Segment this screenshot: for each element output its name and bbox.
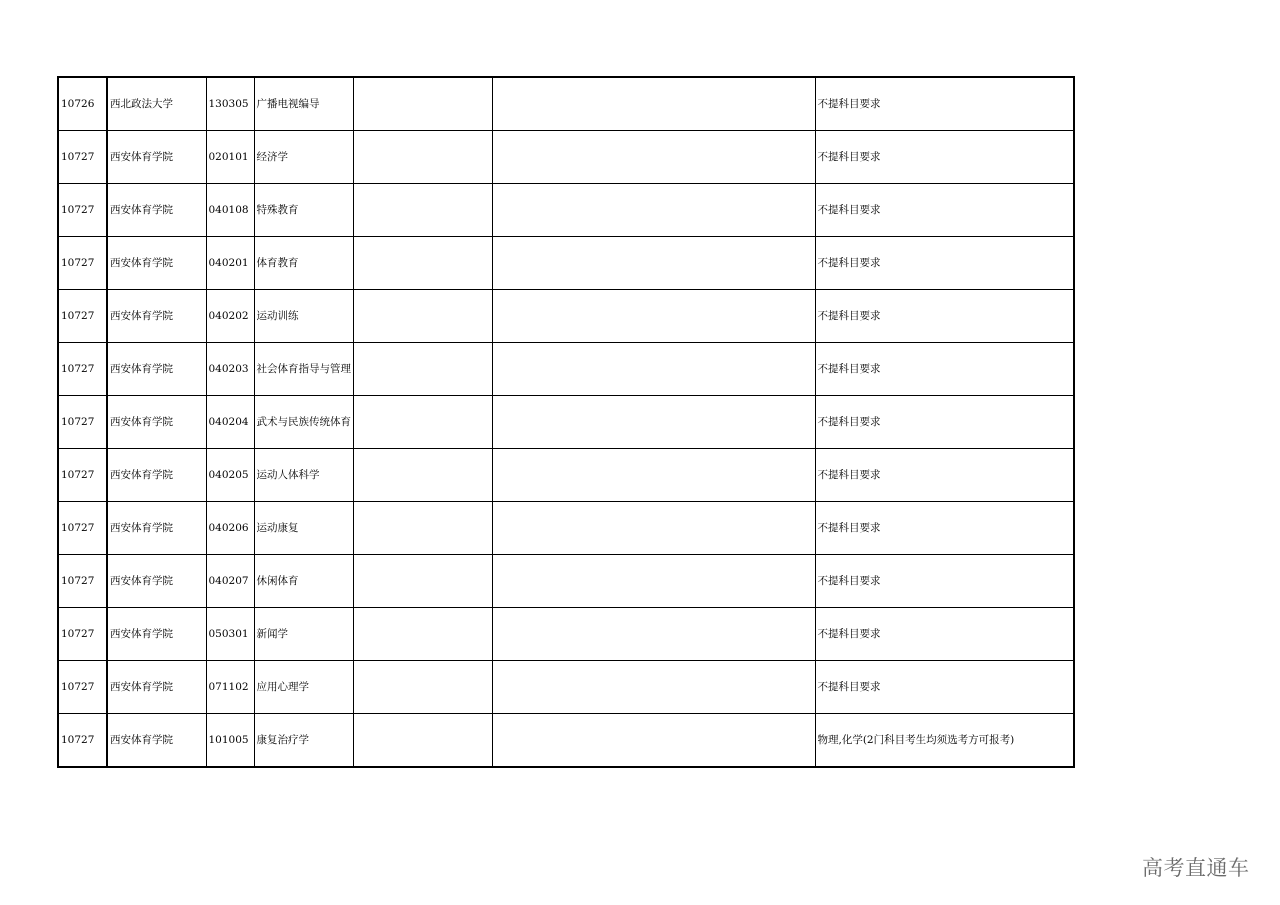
major-name-cell: 体育教育: [254, 237, 353, 290]
major-name-cell: 特殊教育: [254, 184, 353, 237]
table-row: [58, 661, 1074, 714]
school-name-cell: 西安体育学院: [107, 290, 206, 343]
major-name-cell: 运动人体科学: [254, 449, 353, 502]
school-name-cell: 西安体育学院: [107, 449, 206, 502]
school-code-cell: 10727: [58, 661, 107, 714]
school-code-cell: 10727: [58, 290, 107, 343]
school-name-cell: 西安体育学院: [107, 661, 206, 714]
empty-cell: [492, 131, 815, 184]
empty-cell: [492, 502, 815, 555]
school-name-cell: 西安体育学院: [107, 184, 206, 237]
table-body: [58, 77, 1074, 767]
school-code-cell: 10727: [58, 131, 107, 184]
subject-requirement-cell: 不提科目要求: [815, 131, 1074, 184]
major-name-cell: 休闲体育: [254, 555, 353, 608]
major-code-cell: 040205: [206, 449, 254, 502]
empty-cell: [492, 449, 815, 502]
empty-cell: [353, 184, 492, 237]
table-row: [58, 237, 1074, 290]
school-code-cell: 10727: [58, 502, 107, 555]
school-code-cell: 10727: [58, 608, 107, 661]
empty-cell: [353, 608, 492, 661]
subject-requirement-cell: 不提科目要求: [815, 290, 1074, 343]
empty-cell: [353, 555, 492, 608]
subject-requirement-cell: 不提科目要求: [815, 343, 1074, 396]
school-name-cell: 西安体育学院: [107, 396, 206, 449]
empty-cell: [353, 290, 492, 343]
subject-requirement-cell: 不提科目要求: [815, 184, 1074, 237]
empty-cell: [492, 661, 815, 714]
school-code-cell: 10727: [58, 714, 107, 768]
empty-cell: [353, 343, 492, 396]
school-name-cell: 西安体育学院: [107, 555, 206, 608]
subject-requirement-cell: 不提科目要求: [815, 449, 1074, 502]
major-code-cell: 050301: [206, 608, 254, 661]
major-name-cell: 广播电视编导: [254, 77, 353, 131]
major-code-cell: 130305: [206, 77, 254, 131]
major-code-cell: 101005: [206, 714, 254, 768]
major-name-cell: 运动康复: [254, 502, 353, 555]
empty-cell: [492, 555, 815, 608]
subject-requirement-cell: 不提科目要求: [815, 237, 1074, 290]
subject-requirement-cell: 不提科目要求: [815, 555, 1074, 608]
empty-cell: [353, 502, 492, 555]
table-row: [58, 449, 1074, 502]
empty-cell: [492, 608, 815, 661]
empty-cell: [492, 714, 815, 768]
school-code-cell: 10727: [58, 343, 107, 396]
table-row: [58, 555, 1074, 608]
table-row: [58, 608, 1074, 661]
table-row: [58, 77, 1074, 131]
major-name-cell: 应用心理学: [254, 661, 353, 714]
empty-cell: [353, 661, 492, 714]
empty-cell: [353, 131, 492, 184]
major-name-cell: 社会体育指导与管理: [254, 343, 353, 396]
table-row: [58, 131, 1074, 184]
school-code-cell: 10727: [58, 237, 107, 290]
subject-requirements-table: [57, 76, 1075, 768]
empty-cell: [353, 449, 492, 502]
subject-requirement-cell: 不提科目要求: [815, 661, 1074, 714]
empty-cell: [492, 343, 815, 396]
school-name-cell: 西安体育学院: [107, 714, 206, 768]
watermark-text: 高考直通车: [1142, 856, 1250, 880]
school-name-cell: 西安体育学院: [107, 131, 206, 184]
major-name-cell: 新闻学: [254, 608, 353, 661]
major-code-cell: 040108: [206, 184, 254, 237]
major-code-cell: 071102: [206, 661, 254, 714]
empty-cell: [492, 290, 815, 343]
school-code-cell: 10727: [58, 449, 107, 502]
empty-cell: [492, 396, 815, 449]
school-name-cell: 西安体育学院: [107, 343, 206, 396]
major-name-cell: 运动训练: [254, 290, 353, 343]
table-row: [58, 290, 1074, 343]
school-name-cell: 西北政法大学: [107, 77, 206, 131]
empty-cell: [353, 396, 492, 449]
table-row: [58, 502, 1074, 555]
school-code-cell: 10726: [58, 77, 107, 131]
empty-cell: [353, 77, 492, 131]
table-row: [58, 184, 1074, 237]
subject-requirement-cell: 物理,化学(2门科目考生均须选考方可报考): [815, 714, 1074, 768]
major-name-cell: 经济学: [254, 131, 353, 184]
major-code-cell: 040203: [206, 343, 254, 396]
subject-requirement-cell: 不提科目要求: [815, 396, 1074, 449]
school-name-cell: 西安体育学院: [107, 502, 206, 555]
empty-cell: [353, 714, 492, 768]
major-code-cell: 040207: [206, 555, 254, 608]
school-code-cell: 10727: [58, 555, 107, 608]
table-row: [58, 396, 1074, 449]
school-code-cell: 10727: [58, 184, 107, 237]
empty-cell: [492, 237, 815, 290]
major-code-cell: 040201: [206, 237, 254, 290]
school-name-cell: 西安体育学院: [107, 237, 206, 290]
empty-cell: [492, 184, 815, 237]
table-row: [58, 343, 1074, 396]
major-code-cell: 040204: [206, 396, 254, 449]
school-code-cell: 10727: [58, 396, 107, 449]
subject-requirement-cell: 不提科目要求: [815, 502, 1074, 555]
subject-requirement-cell: 不提科目要求: [815, 77, 1074, 131]
major-code-cell: 040202: [206, 290, 254, 343]
major-name-cell: 武术与民族传统体育: [254, 396, 353, 449]
empty-cell: [353, 237, 492, 290]
table-row: [58, 714, 1074, 768]
major-code-cell: 020101: [206, 131, 254, 184]
school-name-cell: 西安体育学院: [107, 608, 206, 661]
empty-cell: [492, 77, 815, 131]
major-code-cell: 040206: [206, 502, 254, 555]
subject-requirement-cell: 不提科目要求: [815, 608, 1074, 661]
major-name-cell: 康复治疗学: [254, 714, 353, 768]
